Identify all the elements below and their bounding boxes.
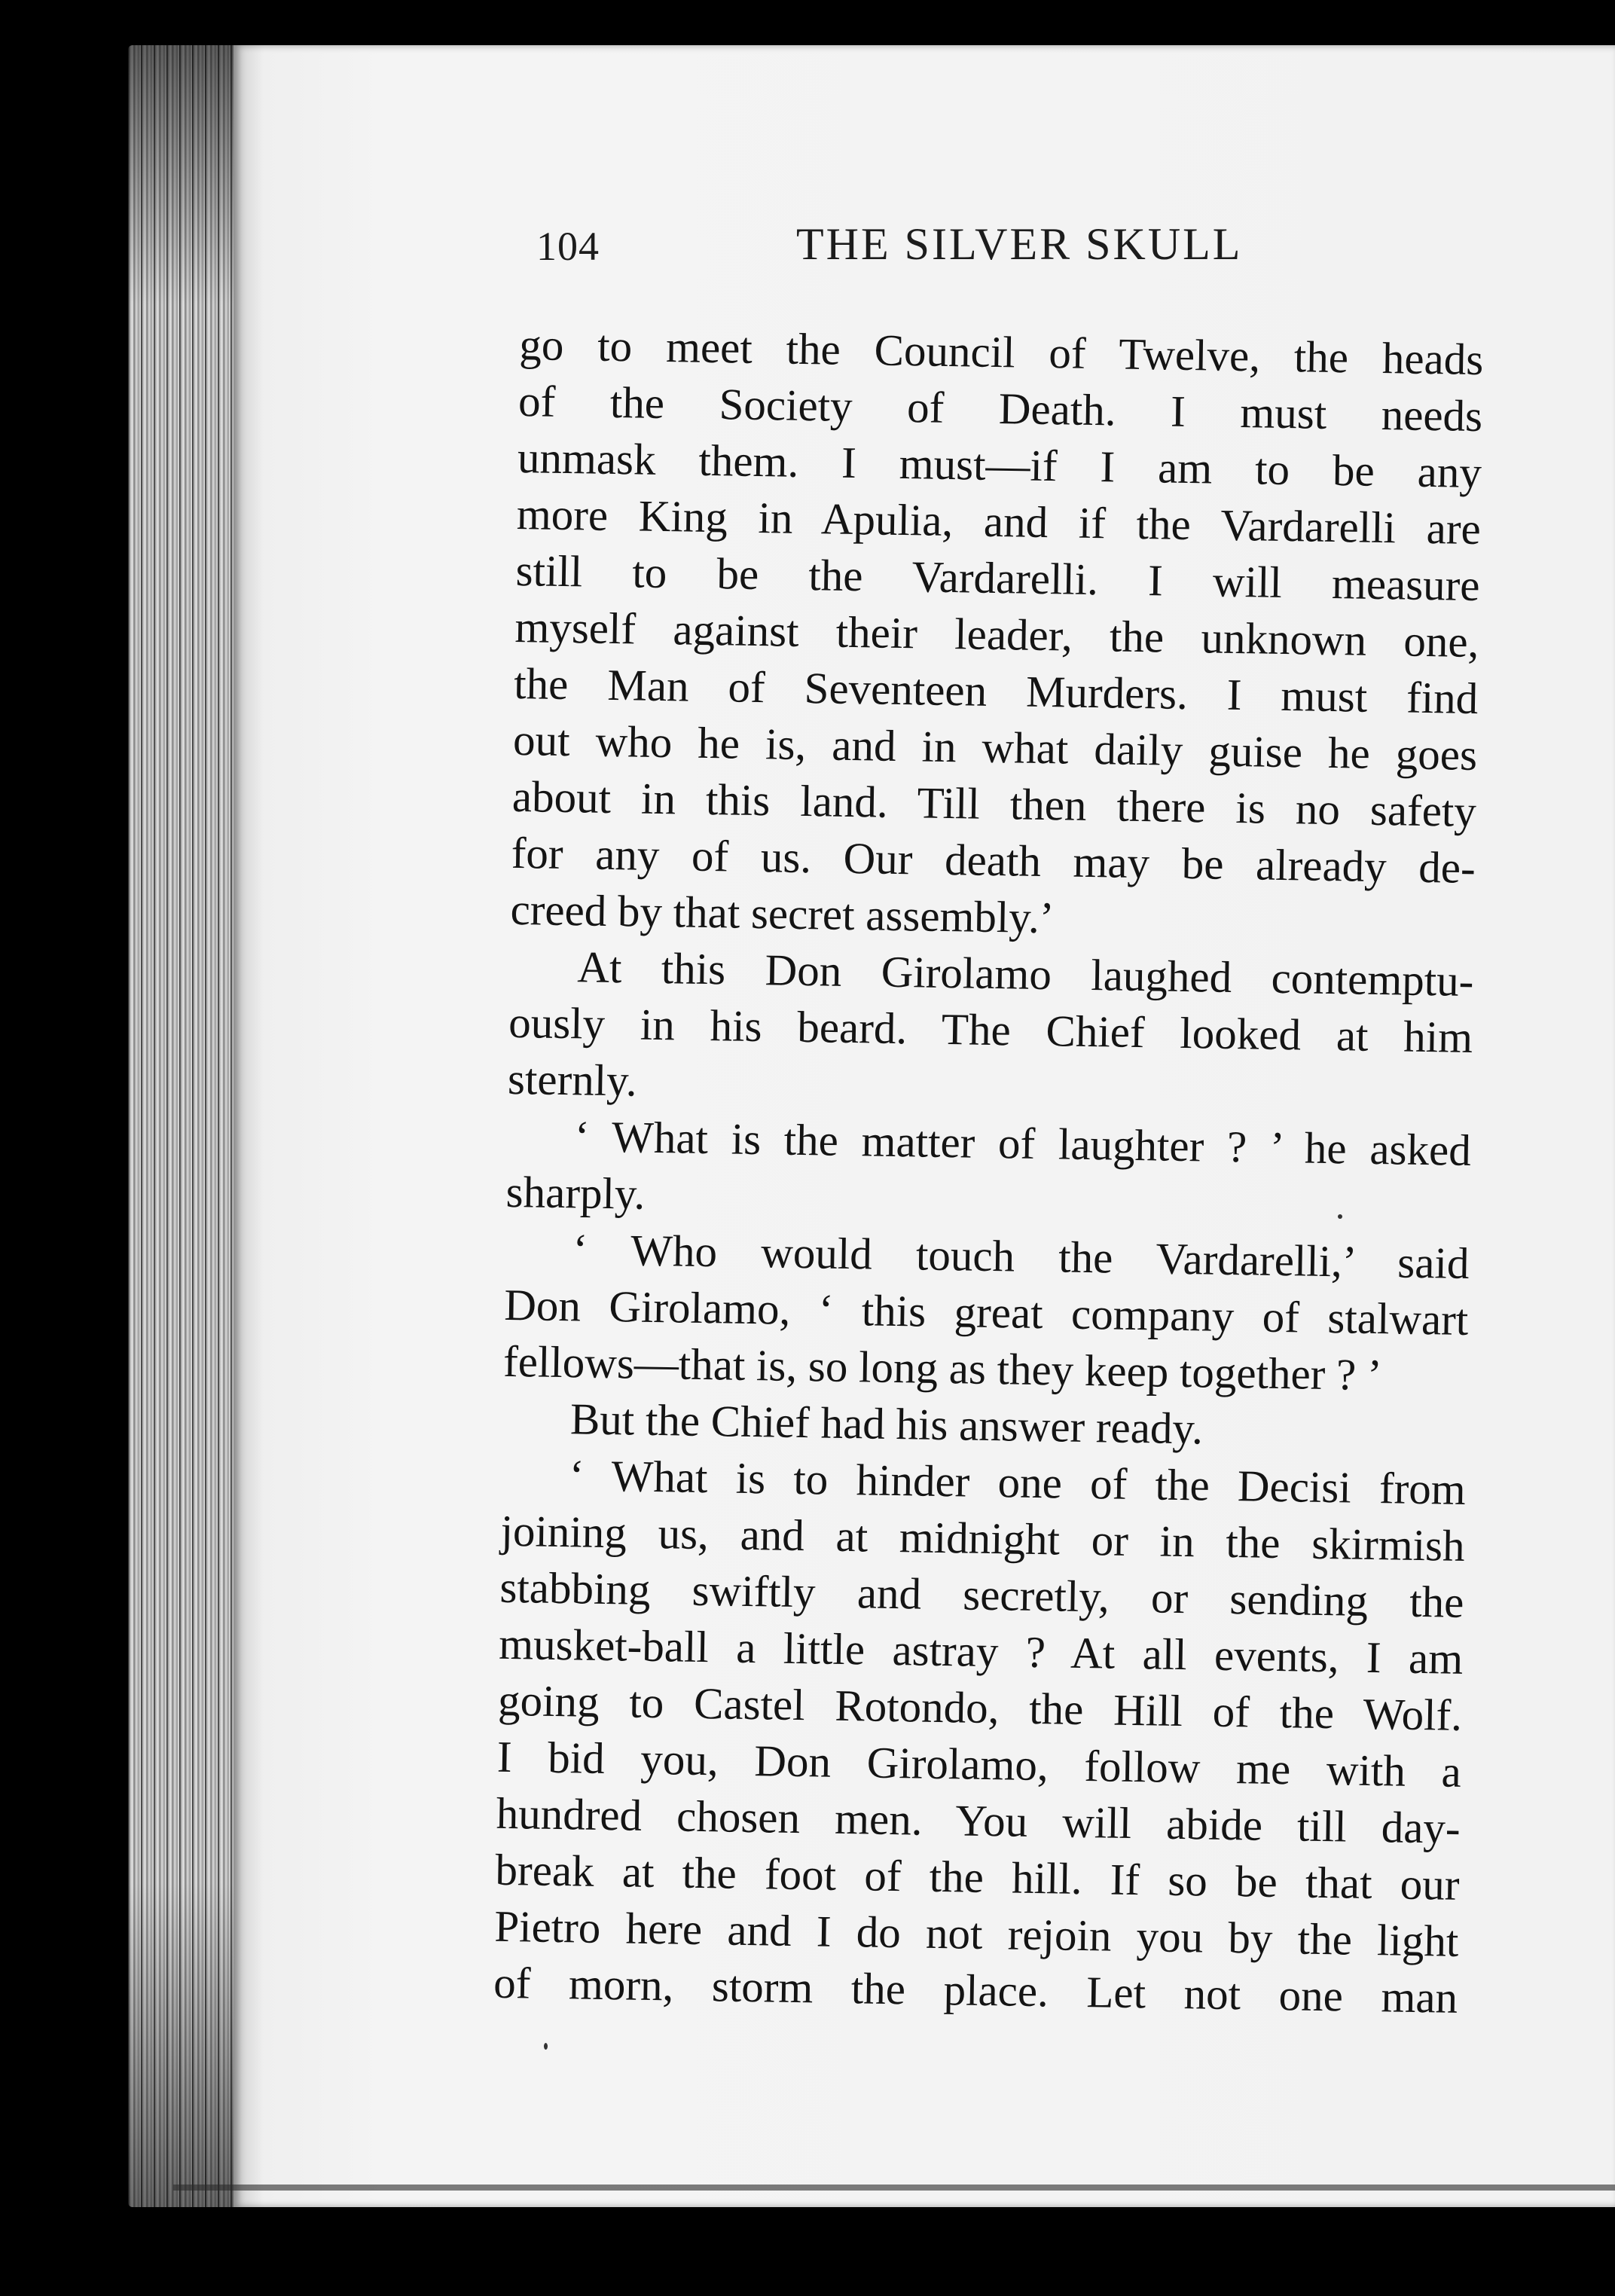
text-line: ously in his beard. The Chief looked at him (508, 997, 1473, 1062)
text-line: fellows—that is, so long as they keep together ? ’ (502, 1336, 1383, 1400)
text-line: break at the foot of the hill. If so be that our (495, 1844, 1460, 1910)
text-line: hundred chosen men. You will abide till day- (496, 1788, 1461, 1853)
running-head: THE SILVER SKULL (796, 219, 1243, 269)
text-line: for any of us. Our death may be already de- (511, 827, 1476, 893)
text-line: ‘ What is the matter of laughter ? ’ he asked (574, 1111, 1472, 1175)
page-bottom-edge (173, 2185, 1615, 2191)
paragraph (510, 316, 1484, 953)
text-line: But the Chief had his answer ready. (569, 1394, 1204, 1454)
paragraph (505, 1107, 1471, 1235)
paper-speck (544, 2043, 548, 2050)
page-number: 104 (536, 224, 600, 269)
text-line: joining us, and at midnight or in the skirmish (500, 1505, 1466, 1571)
text-line: I bid you, Don Girolamo, follow me with a (496, 1731, 1462, 1797)
text-line: about in this land. Till then there is no safety (511, 771, 1477, 837)
text-line: unmask them. I must—if I am to be any (517, 432, 1482, 498)
text-line: Don Girolamo, ‘ this great company of stalwart (503, 1279, 1469, 1345)
text-line: out who he is, and in what daily guise he goes (512, 714, 1478, 780)
text-line: At this Don Girolamo laughed contemptu- (576, 942, 1474, 1006)
paragraph (493, 1446, 1467, 2026)
text-line: stabbing swiftly and secretly, or sending the (499, 1562, 1464, 1627)
paragraph (503, 1220, 1470, 1405)
text-line: go to meet the Council of Twelve, the heads (518, 319, 1484, 385)
text-line: more King in Apulia, and if the Vardarelli are (516, 488, 1482, 554)
text-line: ‘ Who would touch the Vardarelli,’ said (572, 1224, 1470, 1288)
text-line: sternly. (507, 1053, 638, 1106)
text-line: the Man of Seventeen Murders. I must find (513, 658, 1479, 724)
text-line: sharply. (505, 1166, 646, 1219)
text-line: creed by that secret assembly.’ (510, 884, 1055, 943)
body-text (493, 316, 1484, 2026)
text-line: myself against their leader, the unknown one, (514, 601, 1479, 667)
text-line: ‘ What is to hinder one of the Decisi from (569, 1450, 1467, 1514)
page-header (536, 218, 1478, 294)
text-line: going to Castel Rotondo, the Hill of the Wolf. (497, 1675, 1463, 1740)
paper-speck (1338, 1214, 1342, 1219)
text-line: of the Society of Death. I must needs (517, 375, 1483, 441)
text-line: musket-ball a little astray ? At all events, I am (498, 1618, 1464, 1684)
paragraph (508, 938, 1474, 1122)
text-line: of morn, storm the place. Let not one man (493, 1957, 1458, 2023)
text-line: Pietro here and I do not rejoin you by the light (493, 1901, 1459, 1966)
text-line: still to be the Vardarelli. I will measure (515, 545, 1481, 611)
